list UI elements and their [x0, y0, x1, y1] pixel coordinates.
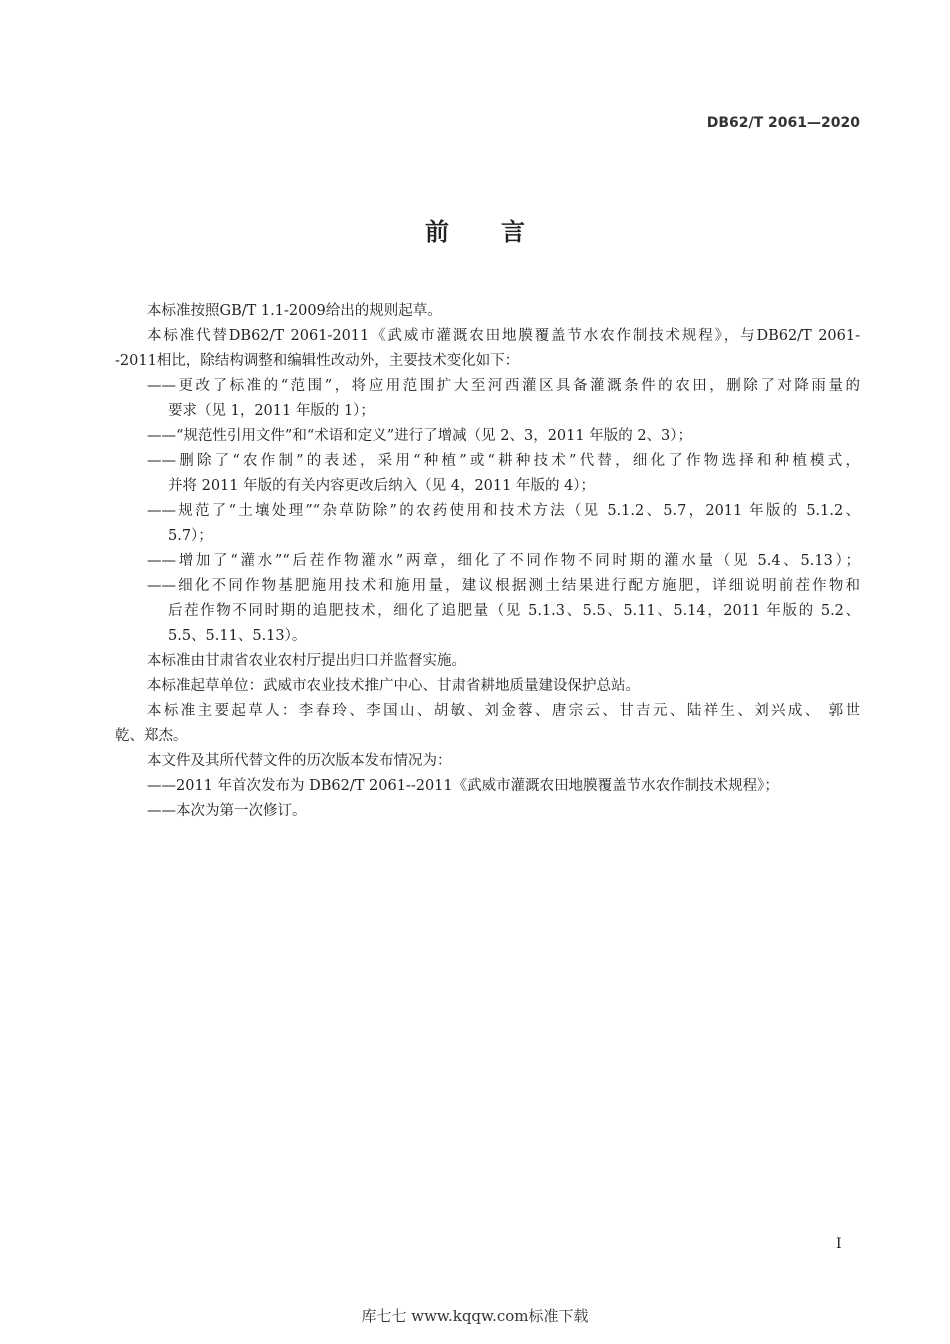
list-item: ——增加了“灌水”“后茬作物灌水”两章，细化了不同作物不同时期的灌水量（见 5.4、5.13）； — [147, 553, 860, 569]
text-line: 本标准代替DB62/T 2061-2011《武威市灌溉农田地膜覆盖节水农作制技术规程》，与DB62/T 2061- — [147, 328, 860, 344]
text-line: 并将 2011 年版的有关内容更改后纳入（见 4，2011 年版的 4）； — [168, 478, 596, 494]
text-line: 本标准按照GB/T 1.1-2009给出的规则起草。 — [147, 303, 442, 319]
text-line: 本标准主要起草人：李春玲、李国山、胡敏、刘金蓉、唐宗云、甘吉元、陆祥生、刘兴成、 郭世 — [147, 703, 860, 719]
page-title: 前言 — [425, 218, 577, 246]
text-line: 要求（见 1，2011 年版的 1）； — [168, 403, 375, 419]
text-line: 本标准起草单位：武威市农业技术推广中心、甘肃省耕地质量建设保护总站。 — [147, 678, 640, 694]
text-line: 后茬作物不同时期的追肥技术，细化了追肥量（见 5.1.3、5.5、5.11、5.14，2011 年版的 5.2、 — [168, 603, 860, 619]
page-number: I — [836, 1236, 842, 1252]
list-item: ——2011 年首次发布为 DB62/T 2061--2011《武威市灌溉农田地膜覆盖节水农作制技术规程》； — [147, 778, 779, 794]
text-line: 5.5、5.11、5.13）。 — [168, 628, 307, 644]
list-item: ——更改了标准的“范围”，将应用范围扩大至河西灌区具备灌溉条件的农田，删除了对降雨量的 — [147, 378, 860, 394]
text-line: 本标准由甘肃省农业农村厅提出归口并监督实施。 — [147, 653, 466, 669]
text-line: 乾、郑杰。 — [115, 728, 188, 744]
text-line: -2011相比，除结构调整和编辑性改动外，主要技术变化如下： — [115, 353, 520, 369]
footer-watermark: 库七七 www.kqqw.com标准下载 — [361, 1307, 589, 1325]
list-item: ——规范了“土壤处理”“杂草防除”的农药使用和技术方法（见 5.1.2、5.7，2011 年版的 5.1.2、 — [147, 503, 860, 519]
foreword-body — [115, 299, 860, 824]
text-line: 5.7）； — [168, 528, 213, 544]
list-item: ——细化不同作物基肥施用技术和施用量，建议根据测土结果进行配方施肥，详细说明前茬作物和 — [147, 578, 860, 594]
text-line: 本文件及其所代替文件的历次版本发布情况为： — [147, 753, 452, 769]
list-item: ——“规范性引用文件”和“术语和定义”进行了增减（见 2、3，2011 年版的 2、3）； — [147, 428, 693, 444]
standard-code: DB62/T 2061—2020 — [706, 115, 860, 131]
list-item: ——删除了“农作制”的表述，采用“种植”或“耕种技术”代替，细化了作物选择和种植模式， — [147, 453, 860, 469]
list-item: ——本次为第一次修订。 — [147, 803, 307, 819]
